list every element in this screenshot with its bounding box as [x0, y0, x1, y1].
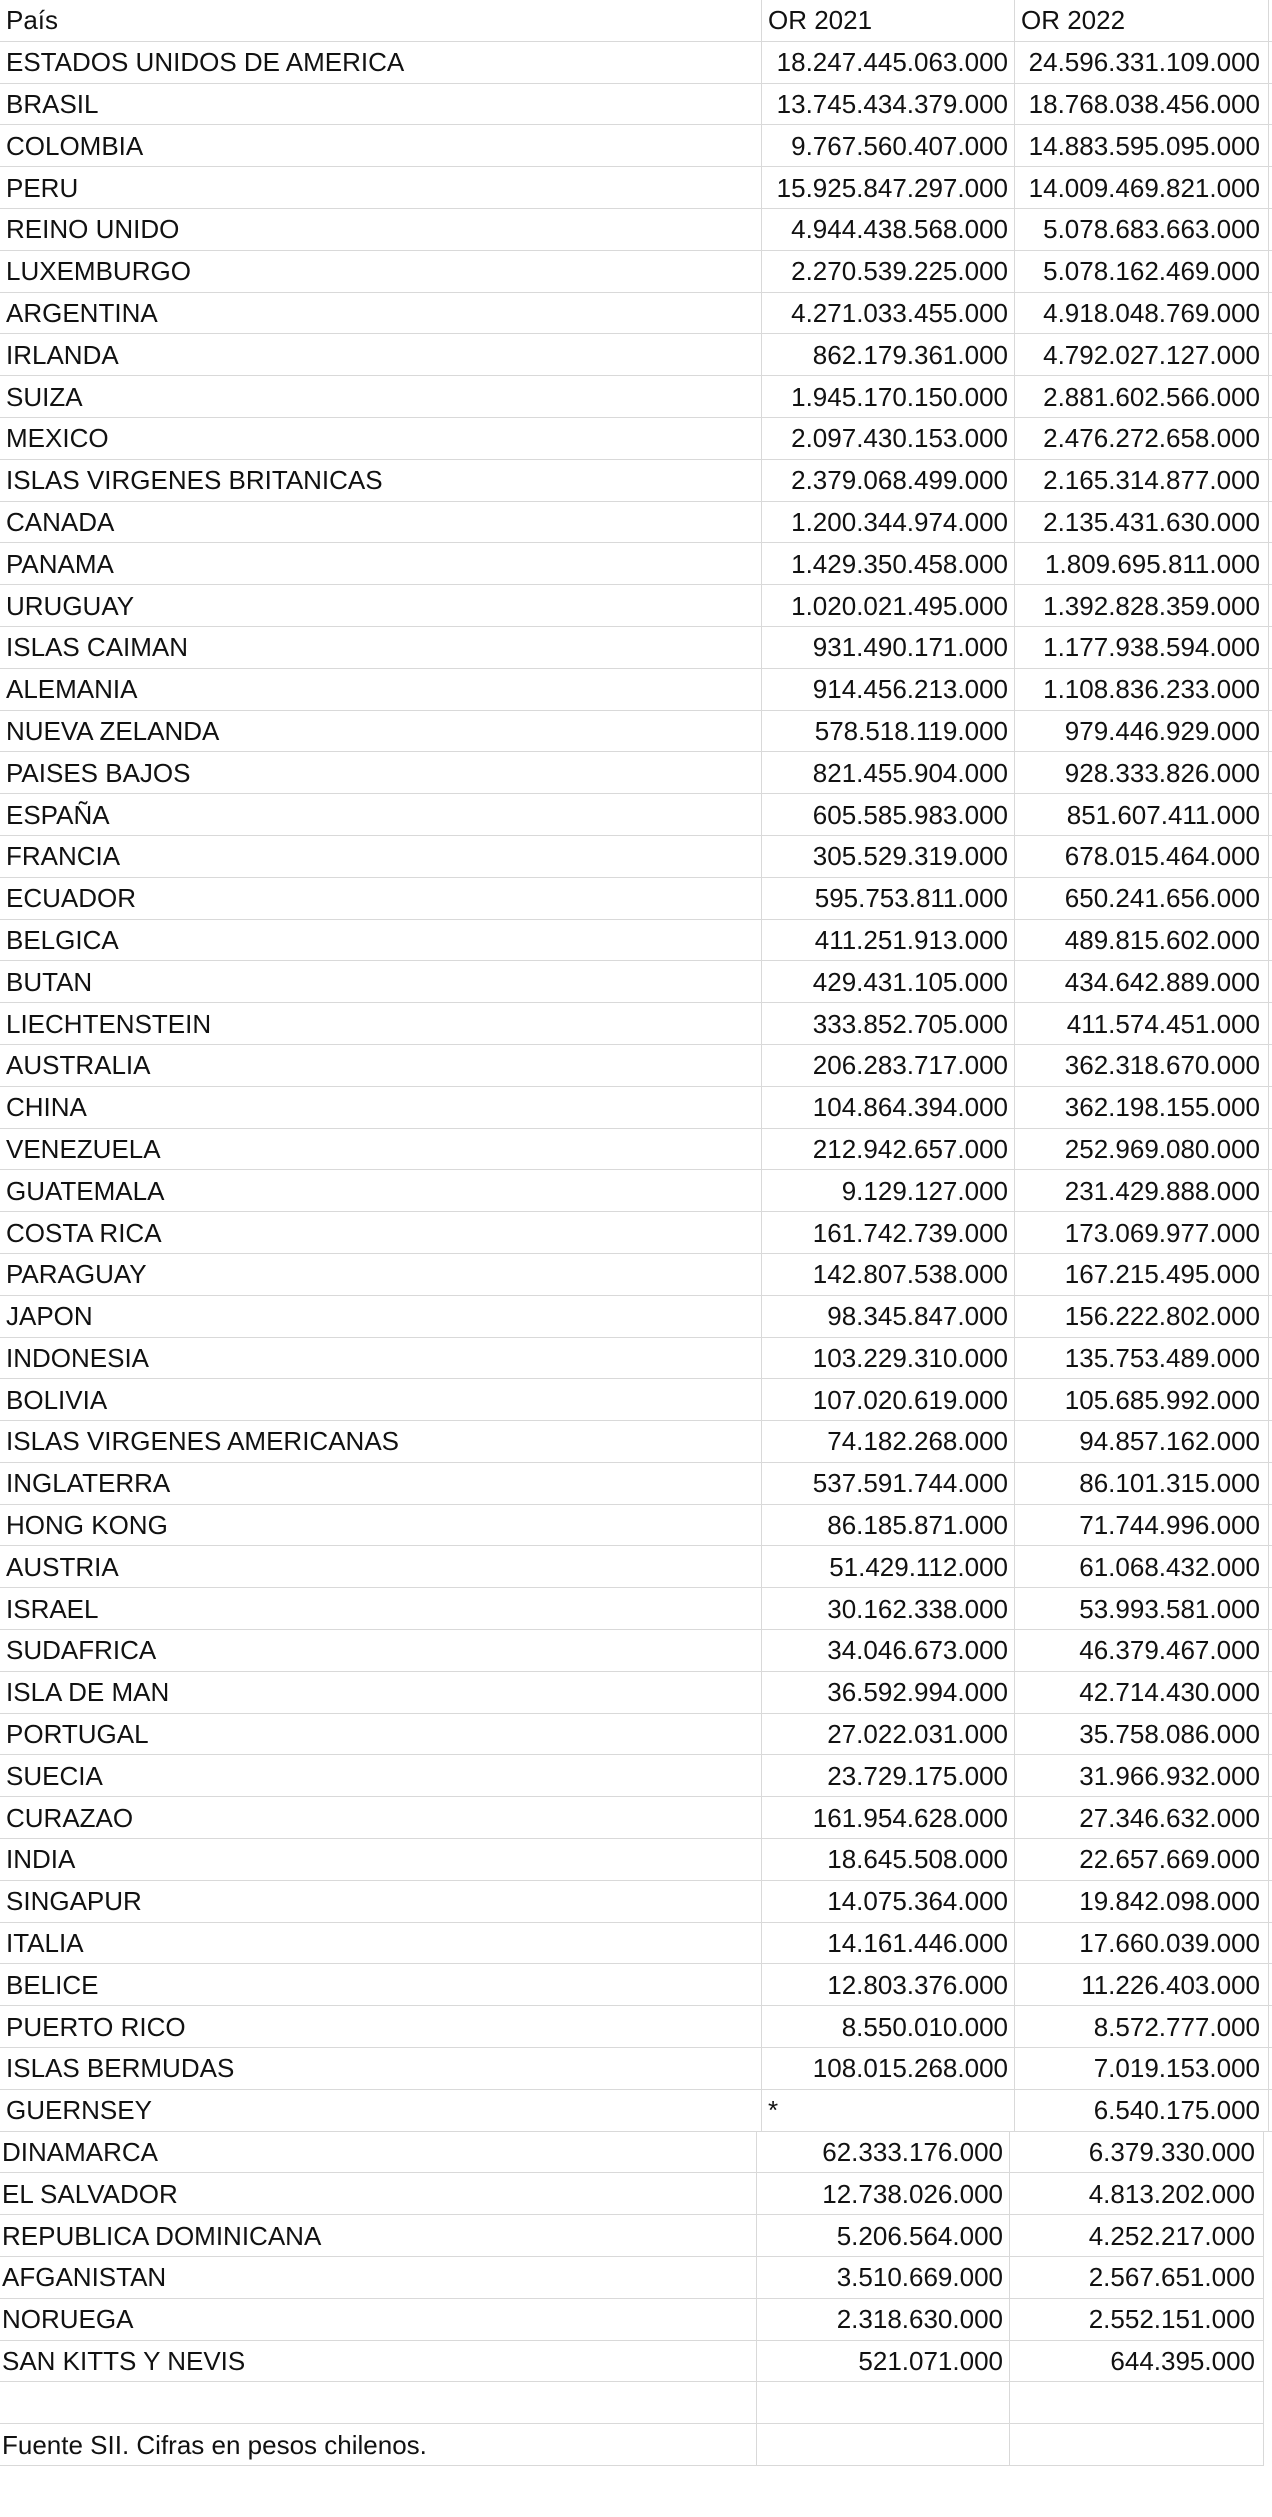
or-2022-cell[interactable]: 94.857.162.000: [1015, 1421, 1269, 1463]
or-2022-cell[interactable]: 411.574.451.000: [1015, 1003, 1269, 1045]
country-cell[interactable]: ARGENTINA: [0, 293, 762, 335]
or-2021-cell[interactable]: 2.379.068.499.000: [762, 460, 1015, 502]
or-2021-cell[interactable]: 8.550.010.000: [762, 2006, 1015, 2048]
country-cell[interactable]: GUATEMALA: [0, 1170, 762, 1212]
or-2021-cell[interactable]: 104.864.394.000: [762, 1087, 1015, 1129]
or-2021-cell[interactable]: 74.182.268.000: [762, 1421, 1015, 1463]
country-cell[interactable]: PUERTO RICO: [0, 2006, 762, 2048]
table-row: [0, 1129, 1272, 1171]
or-2022-cell[interactable]: 11.226.403.000: [1015, 1964, 1269, 2006]
or-2022-cell[interactable]: 979.446.929.000: [1015, 711, 1269, 753]
table-row: [0, 460, 1272, 502]
or-2021-cell[interactable]: *: [762, 2090, 1015, 2132]
table-row: [0, 878, 1272, 920]
or-2021-cell[interactable]: 4.271.033.455.000: [762, 293, 1015, 335]
or-2022-cell[interactable]: 2.135.431.630.000: [1015, 502, 1269, 544]
or-2022-cell[interactable]: 231.429.888.000: [1015, 1170, 1269, 1212]
table-row: [0, 961, 1272, 1003]
empty-cell[interactable]: [1010, 2424, 1264, 2466]
or-2021-cell[interactable]: 333.852.705.000: [762, 1003, 1015, 1045]
or-2022-cell[interactable]: 8.572.777.000: [1015, 2006, 1269, 2048]
or-2021-cell[interactable]: 429.431.105.000: [762, 961, 1015, 1003]
or-2022-cell[interactable]: 31.966.932.000: [1015, 1755, 1269, 1797]
or-2022-cell[interactable]: 650.241.656.000: [1015, 878, 1269, 920]
country-cell[interactable]: COLOMBIA: [0, 125, 762, 167]
table-row: [0, 1714, 1272, 1756]
table-row: [0, 1379, 1272, 1421]
or-2022-cell[interactable]: 1.177.938.594.000: [1015, 627, 1269, 669]
country-cell[interactable]: ALEMANIA: [0, 669, 762, 711]
table-row: [0, 2215, 1272, 2257]
table-row: [0, 293, 1272, 335]
country-cell[interactable]: LUXEMBURGO: [0, 251, 762, 293]
table-row: [0, 585, 1272, 627]
or-2021-cell[interactable]: 86.185.871.000: [762, 1505, 1015, 1547]
header-row: [0, 0, 1272, 42]
or-2021-cell[interactable]: 18.645.508.000: [762, 1839, 1015, 1881]
table-row: [0, 1546, 1272, 1588]
or-2022-cell[interactable]: 18.768.038.456.000: [1015, 84, 1269, 126]
or-2022-cell[interactable]: 2.552.151.000: [1010, 2299, 1264, 2341]
table-row: [0, 2299, 1272, 2341]
country-cell[interactable]: FRANCIA: [0, 836, 762, 878]
table-row: [0, 2048, 1272, 2090]
or-2022-cell[interactable]: 4.792.027.127.000: [1015, 334, 1269, 376]
or-2021-cell[interactable]: 62.333.176.000: [757, 2132, 1010, 2174]
or-2021-cell[interactable]: 23.729.175.000: [762, 1755, 1015, 1797]
country-cell[interactable]: BELICE: [0, 1964, 762, 2006]
or-2021-cell[interactable]: 12.803.376.000: [762, 1964, 1015, 2006]
country-cell[interactable]: PORTUGAL: [0, 1714, 762, 1756]
or-2022-cell[interactable]: 2.165.314.877.000: [1015, 460, 1269, 502]
or-2022-cell[interactable]: 4.252.217.000: [1010, 2215, 1264, 2257]
or-2021-cell[interactable]: 18.247.445.063.000: [762, 42, 1015, 84]
country-cell[interactable]: SUDAFRICA: [0, 1630, 762, 1672]
or-2022-cell[interactable]: 71.744.996.000: [1015, 1505, 1269, 1547]
or-2021-cell[interactable]: 1.429.350.458.000: [762, 543, 1015, 585]
or-2022-cell[interactable]: 42.714.430.000: [1015, 1672, 1269, 1714]
table-row: [0, 1797, 1272, 1839]
country-cell[interactable]: SAN KITTS Y NEVIS: [0, 2341, 757, 2383]
or-2022-cell[interactable]: 167.215.495.000: [1015, 1254, 1269, 1296]
country-cell[interactable]: NORUEGA: [0, 2299, 757, 2341]
country-cell[interactable]: MEXICO: [0, 418, 762, 460]
or-2021-cell[interactable]: 4.944.438.568.000: [762, 209, 1015, 251]
table-row: [0, 376, 1272, 418]
table-row: [0, 418, 1272, 460]
country-cell[interactable]: HONG KONG: [0, 1505, 762, 1547]
or-2021-cell[interactable]: 1.945.170.150.000: [762, 376, 1015, 418]
table-row: [0, 1296, 1272, 1338]
country-cell[interactable]: ITALIA: [0, 1923, 762, 1965]
or-2022-cell[interactable]: 46.379.467.000: [1015, 1630, 1269, 1672]
table-row: [0, 2173, 1272, 2215]
or-2021-cell[interactable]: 13.745.434.379.000: [762, 84, 1015, 126]
or-2022-cell[interactable]: 2.567.651.000: [1010, 2257, 1264, 2299]
or-2021-cell[interactable]: 212.942.657.000: [762, 1129, 1015, 1171]
table-row: [0, 627, 1272, 669]
column-header-pais[interactable]: País: [0, 0, 762, 42]
country-cell[interactable]: CANADA: [0, 502, 762, 544]
or-2022-cell[interactable]: 4.813.202.000: [1010, 2173, 1264, 2215]
empty-cell[interactable]: [757, 2424, 1010, 2466]
or-2022-cell[interactable]: 644.395.000: [1010, 2341, 1264, 2383]
or-2022-cell[interactable]: 2.881.602.566.000: [1015, 376, 1269, 418]
country-cell[interactable]: CURAZAO: [0, 1797, 762, 1839]
table-row: [0, 2257, 1272, 2299]
country-cell[interactable]: AUSTRALIA: [0, 1045, 762, 1087]
country-cell[interactable]: ESTADOS UNIDOS DE AMERICA: [0, 42, 762, 84]
country-cell[interactable]: ISLAS BERMUDAS: [0, 2048, 762, 2090]
or-2021-cell[interactable]: 15.925.847.297.000: [762, 167, 1015, 209]
country-cell[interactable]: AUSTRIA: [0, 1546, 762, 1588]
or-2021-cell[interactable]: 605.585.983.000: [762, 794, 1015, 836]
or-2022-cell[interactable]: 135.753.489.000: [1015, 1338, 1269, 1380]
table-row: [0, 1588, 1272, 1630]
country-cell[interactable]: EL SALVADOR: [0, 2173, 757, 2215]
or-2022-cell[interactable]: 61.068.432.000: [1015, 1546, 1269, 1588]
table-row: [0, 84, 1272, 126]
country-cell[interactable]: GUERNSEY: [0, 2090, 762, 2132]
country-cell[interactable]: URUGUAY: [0, 585, 762, 627]
country-cell[interactable]: REINO UNIDO: [0, 209, 762, 251]
or-2022-cell[interactable]: 14.883.595.095.000: [1015, 125, 1269, 167]
or-2021-cell[interactable]: 14.161.446.000: [762, 1923, 1015, 1965]
or-2021-cell[interactable]: 30.162.338.000: [762, 1588, 1015, 1630]
or-2021-cell[interactable]: 107.020.619.000: [762, 1379, 1015, 1421]
table-row: [0, 836, 1272, 878]
table-row: [0, 794, 1272, 836]
table-row: [0, 1254, 1272, 1296]
column-header-or-2022[interactable]: OR 2022: [1015, 0, 1269, 42]
or-2021-cell[interactable]: 161.742.739.000: [762, 1212, 1015, 1254]
or-2022-cell[interactable]: 252.969.080.000: [1015, 1129, 1269, 1171]
table-row: [0, 209, 1272, 251]
table-row: [0, 1755, 1272, 1797]
or-2022-cell[interactable]: 1.108.836.233.000: [1015, 669, 1269, 711]
table-row: [0, 1170, 1272, 1212]
or-2021-cell[interactable]: 34.046.673.000: [762, 1630, 1015, 1672]
table-row: [0, 125, 1272, 167]
or-2022-cell[interactable]: 35.758.086.000: [1015, 1714, 1269, 1756]
or-2021-cell[interactable]: 27.022.031.000: [762, 1714, 1015, 1756]
table-block-appended: [0, 2132, 1272, 2466]
or-2021-cell[interactable]: 931.490.171.000: [762, 627, 1015, 669]
or-2021-cell[interactable]: 521.071.000: [757, 2341, 1010, 2383]
table-row: [0, 1045, 1272, 1087]
country-cell[interactable]: ISRAEL: [0, 1588, 762, 1630]
country-cell[interactable]: VENEZUELA: [0, 1129, 762, 1171]
country-cell[interactable]: SUECIA: [0, 1755, 762, 1797]
table-row: [0, 1839, 1272, 1881]
table-row: [0, 1463, 1272, 1505]
table-row: [0, 2090, 1272, 2132]
or-2021-cell[interactable]: 36.592.994.000: [762, 1672, 1015, 1714]
or-2021-cell[interactable]: 578.518.119.000: [762, 711, 1015, 753]
table-row: [0, 1505, 1272, 1547]
or-2022-cell[interactable]: 17.660.039.000: [1015, 1923, 1269, 1965]
country-cell[interactable]: ISLAS VIRGENES AMERICANAS: [0, 1421, 762, 1463]
or-2022-cell[interactable]: 678.015.464.000: [1015, 836, 1269, 878]
country-cell[interactable]: INDONESIA: [0, 1338, 762, 1380]
country-cell[interactable]: INDIA: [0, 1839, 762, 1881]
table-row: [0, 920, 1272, 962]
table-row: [0, 1421, 1272, 1463]
or-2021-cell[interactable]: 161.954.628.000: [762, 1797, 1015, 1839]
or-2022-cell[interactable]: 2.476.272.658.000: [1015, 418, 1269, 460]
or-2021-cell[interactable]: 595.753.811.000: [762, 878, 1015, 920]
or-2021-cell[interactable]: 98.345.847.000: [762, 1296, 1015, 1338]
country-cell[interactable]: ISLAS VIRGENES BRITANICAS: [0, 460, 762, 502]
country-cell[interactable]: ESPAÑA: [0, 794, 762, 836]
country-cell[interactable]: COSTA RICA: [0, 1212, 762, 1254]
empty-cell[interactable]: [1010, 2382, 1264, 2424]
or-2021-cell[interactable]: 2.097.430.153.000: [762, 418, 1015, 460]
or-2021-cell[interactable]: 305.529.319.000: [762, 836, 1015, 878]
or-2021-cell[interactable]: 206.283.717.000: [762, 1045, 1015, 1087]
table-row: [0, 251, 1272, 293]
country-cell[interactable]: DINAMARCA: [0, 2132, 757, 2174]
or-2021-cell[interactable]: 5.206.564.000: [757, 2215, 1010, 2257]
country-cell[interactable]: REPUBLICA DOMINICANA: [0, 2215, 757, 2257]
empty-row: [0, 2382, 1272, 2424]
table-row: [0, 669, 1272, 711]
or-2022-cell[interactable]: 434.642.889.000: [1015, 961, 1269, 1003]
table-row: [0, 752, 1272, 794]
country-cell[interactable]: PANAMA: [0, 543, 762, 585]
table-row: [0, 1964, 1272, 2006]
table-row: [0, 1630, 1272, 1672]
or-2021-cell[interactable]: 862.179.361.000: [762, 334, 1015, 376]
country-cell[interactable]: NUEVA ZELANDA: [0, 711, 762, 753]
or-2022-cell[interactable]: 19.842.098.000: [1015, 1881, 1269, 1923]
or-2022-cell[interactable]: 27.346.632.000: [1015, 1797, 1269, 1839]
or-2022-cell[interactable]: 928.333.826.000: [1015, 752, 1269, 794]
country-cell[interactable]: LIECHTENSTEIN: [0, 1003, 762, 1045]
or-2021-cell[interactable]: 3.510.669.000: [757, 2257, 1010, 2299]
footnote-row: [0, 2424, 1272, 2466]
table-row: [0, 1881, 1272, 1923]
or-2022-cell[interactable]: 5.078.162.469.000: [1015, 251, 1269, 293]
or-2021-cell[interactable]: 821.455.904.000: [762, 752, 1015, 794]
or-2022-cell[interactable]: 173.069.977.000: [1015, 1212, 1269, 1254]
table-row: [0, 42, 1272, 84]
country-cell[interactable]: PERU: [0, 167, 762, 209]
table-row: [0, 2341, 1272, 2383]
table-row: [0, 502, 1272, 544]
country-cell[interactable]: BRASIL: [0, 84, 762, 126]
country-cell[interactable]: SINGAPUR: [0, 1881, 762, 1923]
or-2022-cell[interactable]: 105.685.992.000: [1015, 1379, 1269, 1421]
table-row: [0, 2132, 1272, 2174]
or-2021-cell[interactable]: 14.075.364.000: [762, 1881, 1015, 1923]
country-cell[interactable]: ISLA DE MAN: [0, 1672, 762, 1714]
or-2022-cell[interactable]: 86.101.315.000: [1015, 1463, 1269, 1505]
table-row: [0, 1212, 1272, 1254]
table-row: [0, 543, 1272, 585]
or-2021-cell[interactable]: 12.738.026.000: [757, 2173, 1010, 2215]
or-2022-cell[interactable]: 24.596.331.109.000: [1015, 42, 1269, 84]
table-row: [0, 334, 1272, 376]
or-2021-cell[interactable]: 1.020.021.495.000: [762, 585, 1015, 627]
table-row: [0, 1338, 1272, 1380]
or-2022-cell[interactable]: 6.540.175.000: [1015, 2090, 1269, 2132]
or-2022-cell[interactable]: 7.019.153.000: [1015, 2048, 1269, 2090]
country-cell[interactable]: PARAGUAY: [0, 1254, 762, 1296]
table-row: [0, 1672, 1272, 1714]
country-cell[interactable]: IRLANDA: [0, 334, 762, 376]
or-2022-cell[interactable]: 1.392.828.359.000: [1015, 585, 1269, 627]
country-cell[interactable]: AFGANISTAN: [0, 2257, 757, 2299]
or-2021-cell[interactable]: 9.129.127.000: [762, 1170, 1015, 1212]
or-2022-cell[interactable]: 156.222.802.000: [1015, 1296, 1269, 1338]
or-2021-cell[interactable]: 2.318.630.000: [757, 2299, 1010, 2341]
or-2022-cell[interactable]: 362.198.155.000: [1015, 1087, 1269, 1129]
empty-cell[interactable]: [0, 2382, 757, 2424]
or-2022-cell[interactable]: 489.815.602.000: [1015, 920, 1269, 962]
or-2021-cell[interactable]: 411.251.913.000: [762, 920, 1015, 962]
country-cell[interactable]: BUTAN: [0, 961, 762, 1003]
or-2021-cell[interactable]: 914.456.213.000: [762, 669, 1015, 711]
table-row: [0, 1003, 1272, 1045]
country-cell[interactable]: ISLAS CAIMAN: [0, 627, 762, 669]
or-2022-cell[interactable]: 53.993.581.000: [1015, 1588, 1269, 1630]
or-2021-cell[interactable]: 1.200.344.974.000: [762, 502, 1015, 544]
country-cell[interactable]: JAPON: [0, 1296, 762, 1338]
empty-cell[interactable]: [757, 2382, 1010, 2424]
source-footnote[interactable]: Fuente SII. Cifras en pesos chilenos.: [0, 2424, 757, 2466]
or-2022-cell[interactable]: 5.078.683.663.000: [1015, 209, 1269, 251]
table-row: [0, 167, 1272, 209]
country-cell[interactable]: CHINA: [0, 1087, 762, 1129]
country-cell[interactable]: BELGICA: [0, 920, 762, 962]
column-header-or-2021[interactable]: OR 2021: [762, 0, 1015, 42]
or-2021-cell[interactable]: 2.270.539.225.000: [762, 251, 1015, 293]
country-cell[interactable]: SUIZA: [0, 376, 762, 418]
country-cell[interactable]: PAISES BAJOS: [0, 752, 762, 794]
or-2021-cell[interactable]: 537.591.744.000: [762, 1463, 1015, 1505]
or-2022-cell[interactable]: 1.809.695.811.000: [1015, 543, 1269, 585]
country-cell[interactable]: INGLATERRA: [0, 1463, 762, 1505]
table-row: [0, 1923, 1272, 1965]
table-row: [0, 2006, 1272, 2048]
or-2021-cell[interactable]: 51.429.112.000: [762, 1546, 1015, 1588]
country-cell[interactable]: ECUADOR: [0, 878, 762, 920]
or-2022-cell[interactable]: 362.318.670.000: [1015, 1045, 1269, 1087]
table-row: [0, 1087, 1272, 1129]
or-2021-cell[interactable]: 108.015.268.000: [762, 2048, 1015, 2090]
or-2022-cell[interactable]: 4.918.048.769.000: [1015, 293, 1269, 335]
or-2021-cell[interactable]: 9.767.560.407.000: [762, 125, 1015, 167]
or-2021-cell[interactable]: 142.807.538.000: [762, 1254, 1015, 1296]
or-2022-cell[interactable]: 14.009.469.821.000: [1015, 167, 1269, 209]
or-2022-cell[interactable]: 6.379.330.000: [1010, 2132, 1264, 2174]
table-row: [0, 711, 1272, 753]
or-2021-cell[interactable]: 103.229.310.000: [762, 1338, 1015, 1380]
or-2022-cell[interactable]: 22.657.669.000: [1015, 1839, 1269, 1881]
country-cell[interactable]: BOLIVIA: [0, 1379, 762, 1421]
or-2022-cell[interactable]: 851.607.411.000: [1015, 794, 1269, 836]
